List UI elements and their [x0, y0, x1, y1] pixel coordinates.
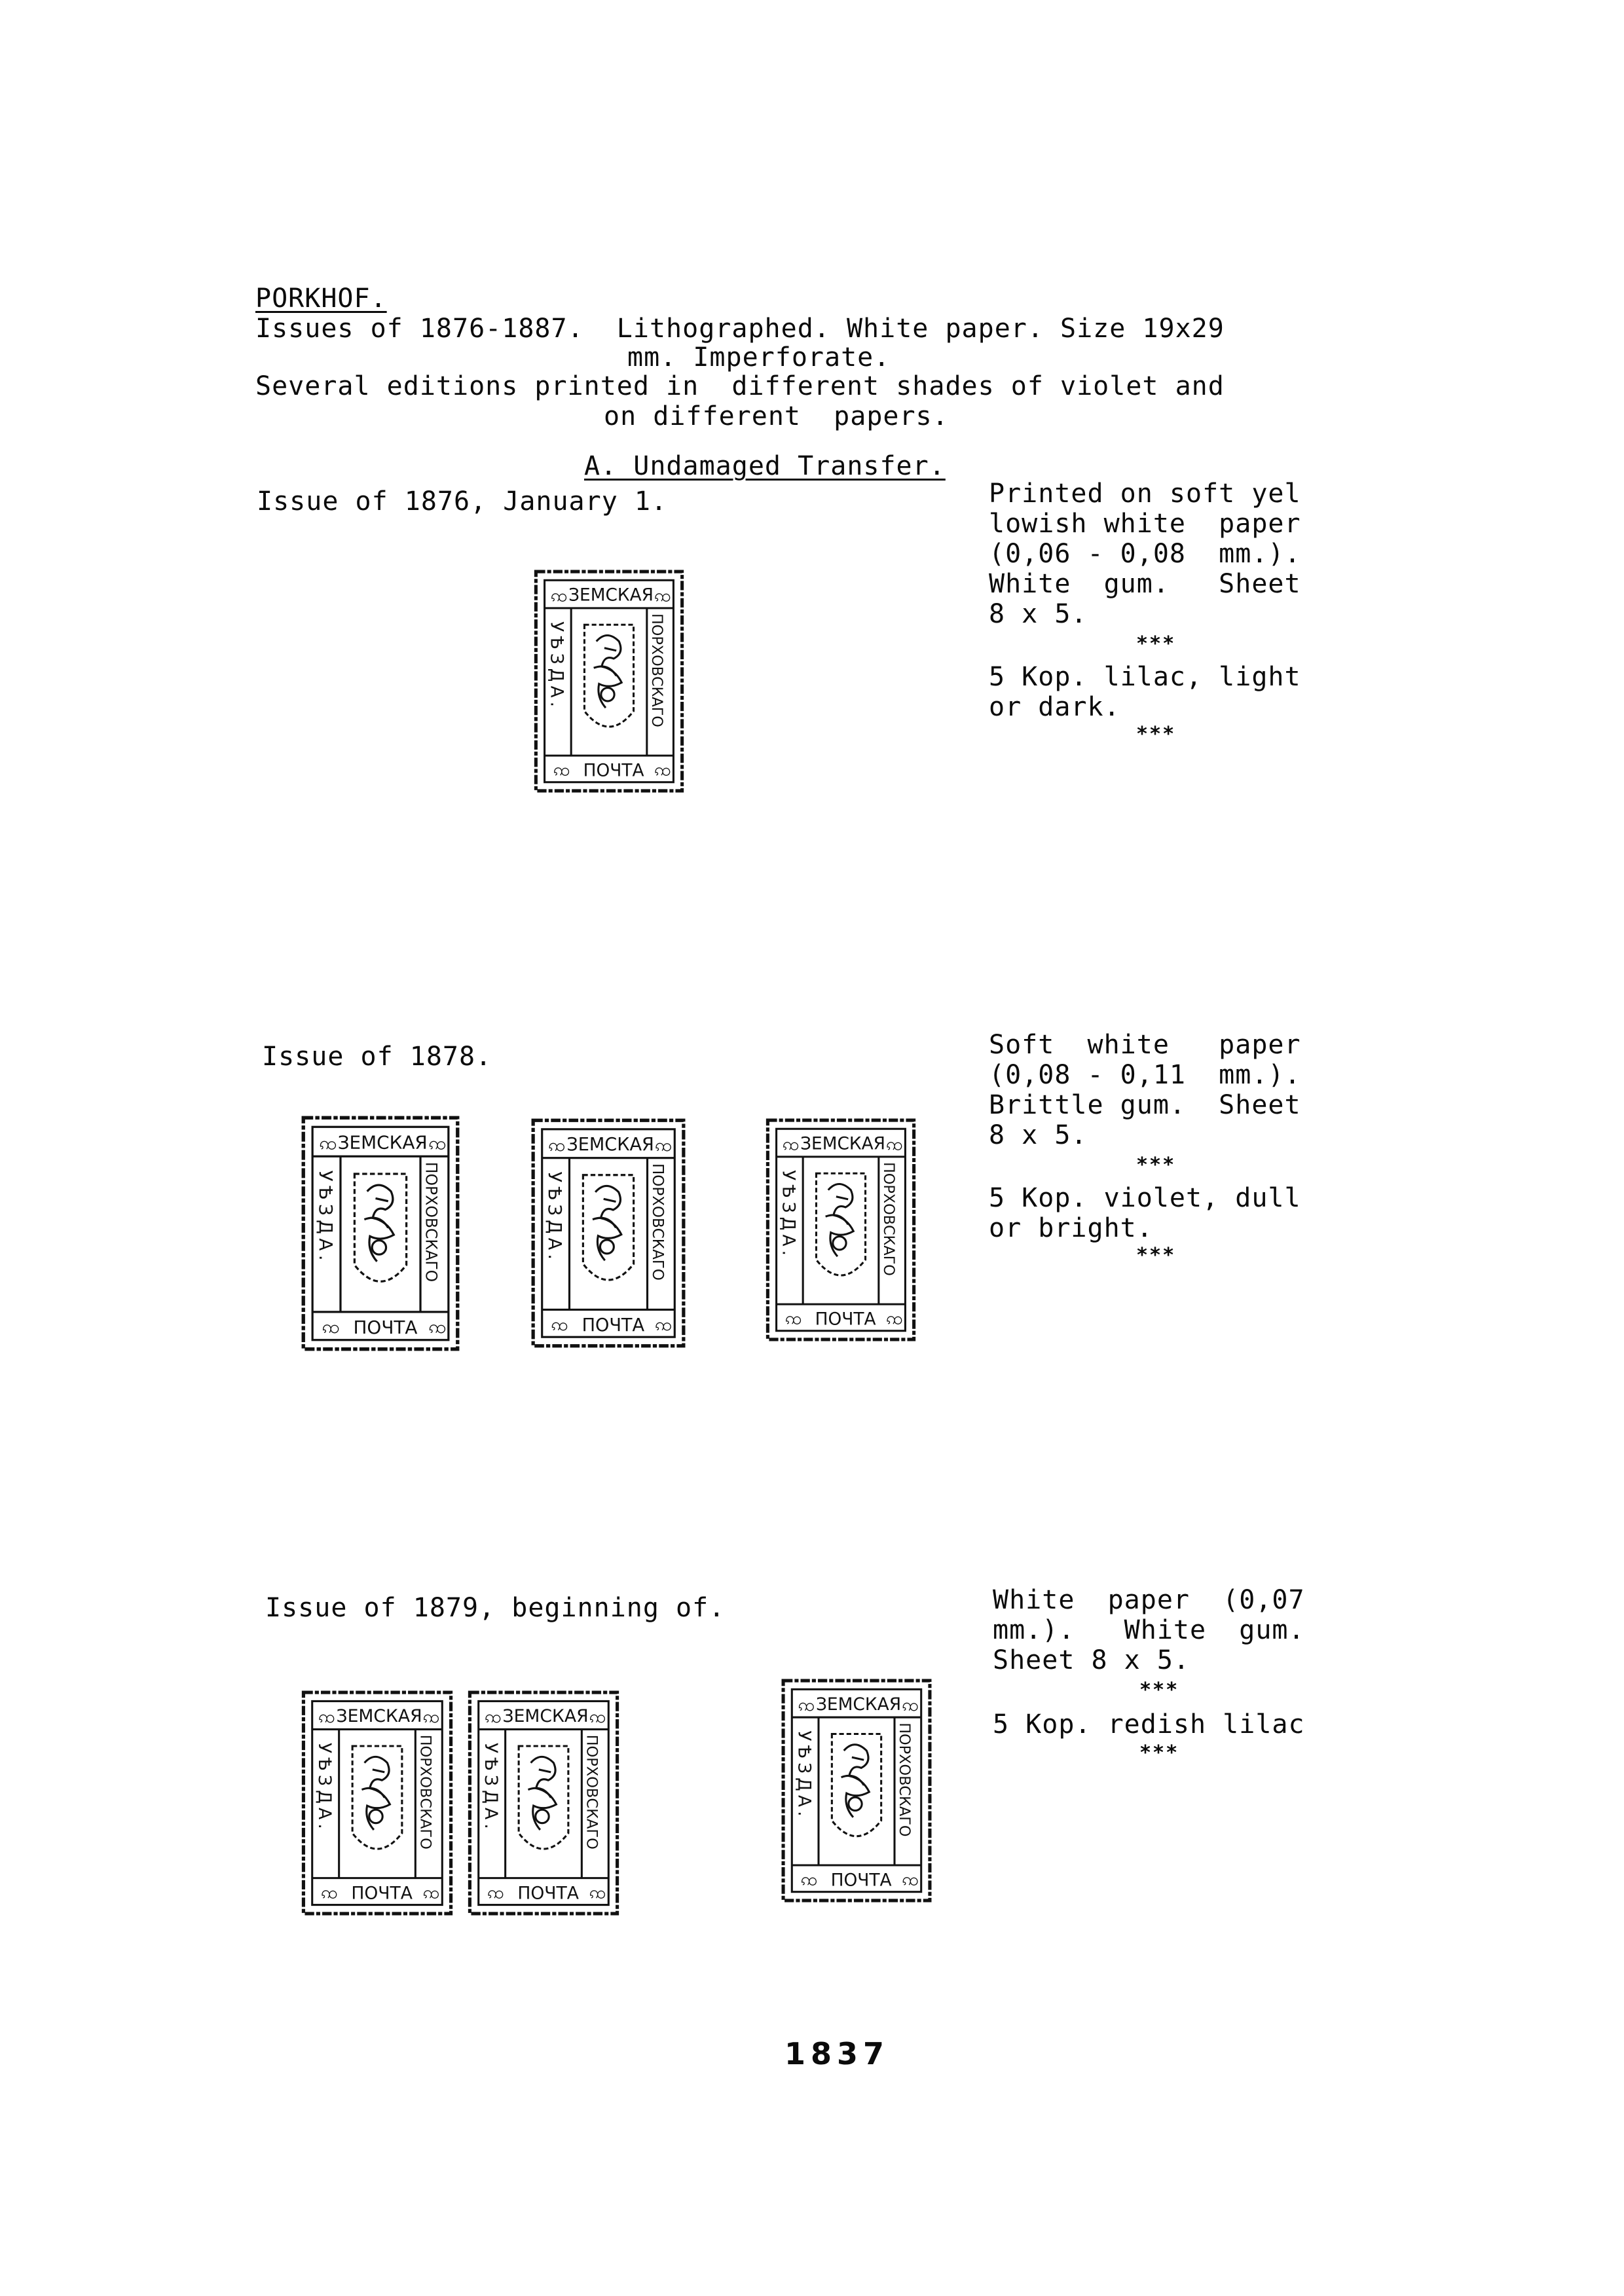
stamp-1879-a — [296, 1689, 458, 1917]
stamp-1879-b — [462, 1689, 625, 1917]
desc-line: Soft white paper — [989, 1030, 1301, 1060]
stamp-top-text: ЗЕМСКАЯ — [800, 1134, 885, 1154]
desc-line: Printed on soft yel — [989, 479, 1301, 509]
stamp-left-text: УѢЗДА. — [480, 1742, 501, 1833]
separator-stars: *** — [1136, 1154, 1176, 1176]
scroll-ornament-icon: ꩡ — [553, 760, 570, 780]
stamp-bottom-text: ПОЧТА — [815, 1309, 876, 1330]
scroll-ornament-icon: ꩡ — [423, 1882, 440, 1903]
scroll-ornament-icon: ꩡ — [902, 1869, 919, 1890]
scroll-ornament-icon: ꩡ — [321, 1882, 339, 1903]
stamp-right-text: ПОРХОВСКАГО — [879, 1162, 897, 1276]
stamp-top-text: ЗЕМСКАЯ — [502, 1706, 589, 1727]
scroll-ornament-icon: ꩡ — [902, 1694, 919, 1715]
section-title: PORKHOF. — [255, 283, 387, 314]
scroll-ornament-icon: ꩡ — [655, 1314, 673, 1335]
coat-of-arms-icon — [816, 1173, 865, 1275]
separator-stars: *** — [1136, 1244, 1176, 1267]
stamp-bottom-text: ПОЧТА — [351, 1883, 413, 1904]
scroll-ornament-icon: ꩡ — [319, 1132, 337, 1154]
stamp-bottom-text: ПОЧТА — [517, 1883, 579, 1904]
stamp-left-text: УѢЗДА. — [794, 1730, 815, 1821]
scroll-ornament-icon: ꩡ — [551, 1314, 569, 1335]
issue-title-1878: Issue of 1878. — [262, 1042, 492, 1072]
coat-of-arms-icon — [352, 1746, 402, 1849]
scroll-ornament-icon: ꩡ — [318, 1707, 336, 1728]
separator-stars: *** — [1136, 632, 1176, 655]
scroll-ornament-icon: ꩡ — [589, 1707, 606, 1728]
stamp-1878-b — [524, 1117, 693, 1349]
heading-line-3: Several editions printed in different shades of violet and — [255, 371, 1225, 401]
desc-line: (0,08 - 0,11 mm.). — [989, 1060, 1301, 1090]
scroll-ornament-icon: ꩡ — [487, 1882, 505, 1903]
page-number: 1837 — [784, 2036, 890, 2071]
scroll-ornament-icon: ꩡ — [655, 1135, 673, 1156]
stamp-right-text: ПОРХОВСКАГО — [648, 1163, 666, 1281]
stamp-left-text: УѢЗДА. — [314, 1170, 337, 1266]
stamp-top-text: ЗЕМСКАЯ — [566, 1135, 654, 1156]
stamp-left-text: УѢЗДА. — [544, 1171, 565, 1264]
heading-line-2: mm. Imperforate. — [627, 342, 891, 373]
stamp-right-text: ПОРХОВСКАГО — [422, 1161, 441, 1283]
scroll-ornament-icon: ꩡ — [654, 586, 671, 606]
stamp-right-text: ПОРХОВСКАГО — [416, 1734, 434, 1850]
desc-line: Sheet 8 x 5. — [993, 1645, 1190, 1675]
scroll-ornament-icon: ꩡ — [886, 1135, 903, 1155]
subsection-title: A. Undamaged Transfer. — [584, 451, 946, 481]
stamp-right-text: ПОРХОВСКАГО — [583, 1734, 600, 1850]
value-line: or bright. — [989, 1213, 1153, 1243]
stamp-bottom-text: ПОЧТА — [581, 1315, 645, 1336]
stamp-top-text: ЗЕМСКАЯ — [336, 1706, 422, 1727]
scroll-ornament-icon: ꩡ — [428, 1316, 447, 1338]
scroll-ornament-icon: ꩡ — [322, 1316, 340, 1338]
coat-of-arms-icon — [583, 1175, 633, 1280]
stamp-left-text: УѢЗДА. — [314, 1742, 335, 1833]
heading-line-4: on different papers. — [604, 401, 949, 431]
stamp-left-text: УѢЗДА. — [546, 621, 566, 712]
scroll-ornament-icon: ꩡ — [428, 1132, 447, 1154]
stamp-bottom-text: ПОЧТА — [830, 1870, 892, 1891]
desc-line: 8 x 5. — [989, 599, 1088, 629]
scroll-ornament-icon: ꩡ — [785, 1309, 802, 1329]
desc-line: (0,06 - 0,08 mm.). — [989, 539, 1301, 569]
scroll-ornament-icon: ꩡ — [551, 586, 568, 606]
coat-of-arms-icon — [584, 625, 633, 727]
scroll-ornament-icon: ꩡ — [654, 760, 671, 780]
desc-line: White paper (0,07 — [993, 1585, 1305, 1615]
scroll-ornament-icon: ꩡ — [800, 1869, 818, 1890]
stamp-1878-a — [293, 1114, 468, 1353]
stamp-top-text: ЗЕМСКАЯ — [337, 1131, 428, 1154]
stamp-top-text: ЗЕМСКАЯ — [815, 1694, 902, 1715]
issue-title-1876: Issue of 1876, January 1. — [257, 486, 668, 517]
desc-line: mm.). White gum. — [993, 1615, 1305, 1645]
scroll-ornament-icon: ꩡ — [485, 1707, 502, 1728]
coat-of-arms-icon — [832, 1734, 881, 1836]
value-line: 5 Kop. lilac, light — [989, 662, 1301, 692]
desc-line: White gum. Sheet — [989, 569, 1301, 599]
stamp-1879-c — [777, 1677, 936, 1904]
stamp-top-text: ЗЕМСКАЯ — [568, 585, 654, 606]
stamp-1878-c — [762, 1117, 919, 1343]
desc-line: Brittle gum. Sheet — [989, 1090, 1301, 1120]
stamp-left-text: УѢЗДА. — [778, 1170, 798, 1260]
heading-line-1: Issues of 1876-1887. Lithographed. White paper. Size 19x29 — [255, 314, 1225, 344]
stamp-bottom-text: ПОЧТА — [583, 761, 644, 781]
scroll-ornament-icon: ꩡ — [886, 1309, 903, 1329]
coat-of-arms-icon — [354, 1174, 406, 1281]
separator-stars: *** — [1139, 1741, 1179, 1764]
stamp-1876 — [530, 568, 688, 794]
issue-title-1879: Issue of 1879, beginning of. — [265, 1593, 726, 1623]
stamp-right-text: ПОРХОВСКАГО — [896, 1722, 913, 1837]
scroll-ornament-icon: ꩡ — [548, 1135, 566, 1156]
value-line: 5 Kop. violet, dull — [989, 1183, 1301, 1213]
desc-line: lowish white paper — [989, 509, 1301, 539]
value-line: 5 Kop. redish lilac — [993, 1709, 1305, 1740]
value-line: or dark. — [989, 692, 1120, 722]
coat-of-arms-icon — [519, 1746, 568, 1849]
stamp-right-text: ПОРХОВСКАГО — [648, 613, 665, 727]
scroll-ornament-icon: ꩡ — [423, 1707, 440, 1728]
scroll-ornament-icon: ꩡ — [798, 1694, 815, 1715]
separator-stars: *** — [1139, 1679, 1179, 1702]
desc-line: 8 x 5. — [989, 1120, 1088, 1150]
stamp-bottom-text: ПОЧТА — [353, 1317, 418, 1339]
scroll-ornament-icon: ꩡ — [589, 1882, 606, 1903]
separator-stars: *** — [1136, 723, 1176, 746]
scroll-ornament-icon: ꩡ — [783, 1135, 800, 1155]
